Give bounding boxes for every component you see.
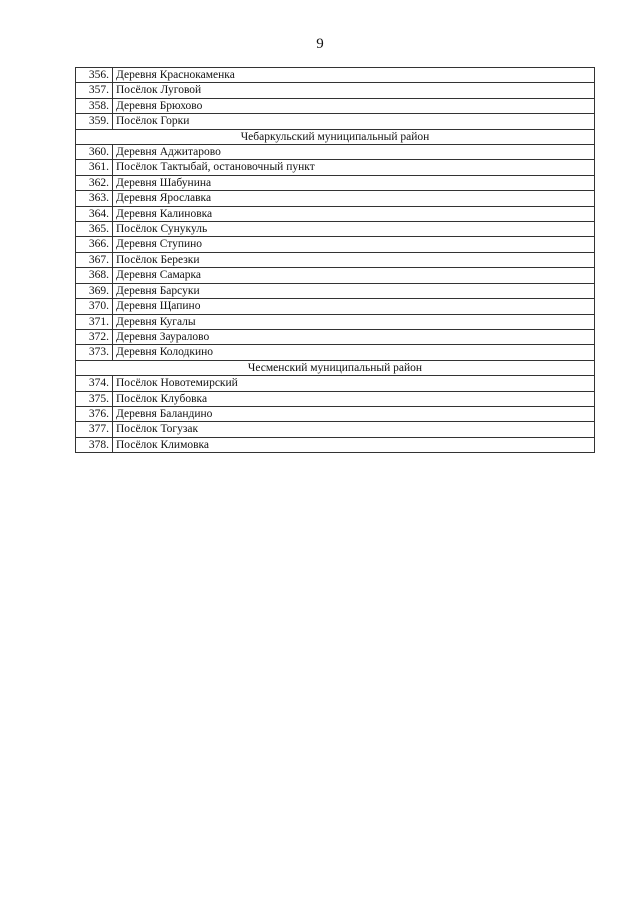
table-row bbox=[76, 299, 595, 314]
table-row bbox=[76, 252, 595, 267]
row-number: 361. bbox=[76, 160, 113, 175]
table-row bbox=[76, 268, 595, 283]
settlement-name: Деревня Баландино bbox=[113, 406, 595, 421]
table-row bbox=[76, 206, 595, 221]
table-row bbox=[76, 114, 595, 129]
settlement-name: Посёлок Тогузак bbox=[113, 422, 595, 437]
district-header-row bbox=[76, 360, 595, 375]
row-number: 358. bbox=[76, 98, 113, 113]
settlement-name: Деревня Зауралово bbox=[113, 329, 595, 344]
settlement-name: Деревня Шабунина bbox=[113, 175, 595, 190]
table-row bbox=[76, 222, 595, 237]
row-number: 368. bbox=[76, 268, 113, 283]
row-number: 374. bbox=[76, 376, 113, 391]
settlement-name: Деревня Ярославка bbox=[113, 191, 595, 206]
settlement-name: Деревня Барсуки bbox=[113, 283, 595, 298]
row-number: 360. bbox=[76, 145, 113, 160]
row-number: 370. bbox=[76, 299, 113, 314]
settlement-name: Посёлок Сунукуль bbox=[113, 222, 595, 237]
settlement-name: Посёлок Тактыбай, остановочный пункт bbox=[113, 160, 595, 175]
settlement-name: Деревня Самарка bbox=[113, 268, 595, 283]
settlement-name: Посёлок Луговой bbox=[113, 83, 595, 98]
settlement-name: Деревня Щапино bbox=[113, 299, 595, 314]
district-name: Чесменский муниципальный район bbox=[76, 360, 595, 375]
settlement-name: Посёлок Новотемирский bbox=[113, 376, 595, 391]
settlement-name: Деревня Колодкино bbox=[113, 345, 595, 360]
table-row bbox=[76, 345, 595, 360]
row-number: 364. bbox=[76, 206, 113, 221]
settlement-name: Посёлок Горки bbox=[113, 114, 595, 129]
row-number: 365. bbox=[76, 222, 113, 237]
table-row bbox=[76, 422, 595, 437]
table-row bbox=[76, 68, 595, 83]
table-row bbox=[76, 391, 595, 406]
table-row bbox=[76, 175, 595, 190]
row-number: 362. bbox=[76, 175, 113, 190]
settlement-name: Деревня Кугалы bbox=[113, 314, 595, 329]
row-number: 367. bbox=[76, 252, 113, 267]
table-row bbox=[76, 437, 595, 452]
district-header-row bbox=[76, 129, 595, 144]
settlement-name: Деревня Калиновка bbox=[113, 206, 595, 221]
table-row bbox=[76, 376, 595, 391]
settlement-name: Деревня Краснокаменка bbox=[113, 68, 595, 83]
table-row bbox=[76, 83, 595, 98]
settlement-name: Деревня Ступино bbox=[113, 237, 595, 252]
district-name: Чебаркульский муниципальный район bbox=[76, 129, 595, 144]
row-number: 375. bbox=[76, 391, 113, 406]
row-number: 373. bbox=[76, 345, 113, 360]
row-number: 356. bbox=[76, 68, 113, 83]
settlement-name: Деревня Аджитарово bbox=[113, 145, 595, 160]
settlement-name: Деревня Брюхово bbox=[113, 98, 595, 113]
table-row bbox=[76, 314, 595, 329]
settlement-name: Посёлок Климовка bbox=[113, 437, 595, 452]
settlement-name: Посёлок Березки bbox=[113, 252, 595, 267]
row-number: 378. bbox=[76, 437, 113, 452]
row-number: 371. bbox=[76, 314, 113, 329]
row-number: 366. bbox=[76, 237, 113, 252]
table-row bbox=[76, 329, 595, 344]
table-row bbox=[76, 283, 595, 298]
table-row bbox=[76, 145, 595, 160]
table-row bbox=[76, 406, 595, 421]
settlement-name: Посёлок Клубовка bbox=[113, 391, 595, 406]
table-row bbox=[76, 237, 595, 252]
table-row bbox=[76, 160, 595, 175]
table-row bbox=[76, 191, 595, 206]
row-number: 377. bbox=[76, 422, 113, 437]
row-number: 363. bbox=[76, 191, 113, 206]
row-number: 376. bbox=[76, 406, 113, 421]
table-row bbox=[76, 98, 595, 113]
row-number: 372. bbox=[76, 329, 113, 344]
page-number: 9 bbox=[316, 36, 324, 52]
row-number: 369. bbox=[76, 283, 113, 298]
row-number: 357. bbox=[76, 83, 113, 98]
row-number: 359. bbox=[76, 114, 113, 129]
settlements-table bbox=[75, 67, 595, 453]
settlements-table-body bbox=[76, 68, 595, 453]
